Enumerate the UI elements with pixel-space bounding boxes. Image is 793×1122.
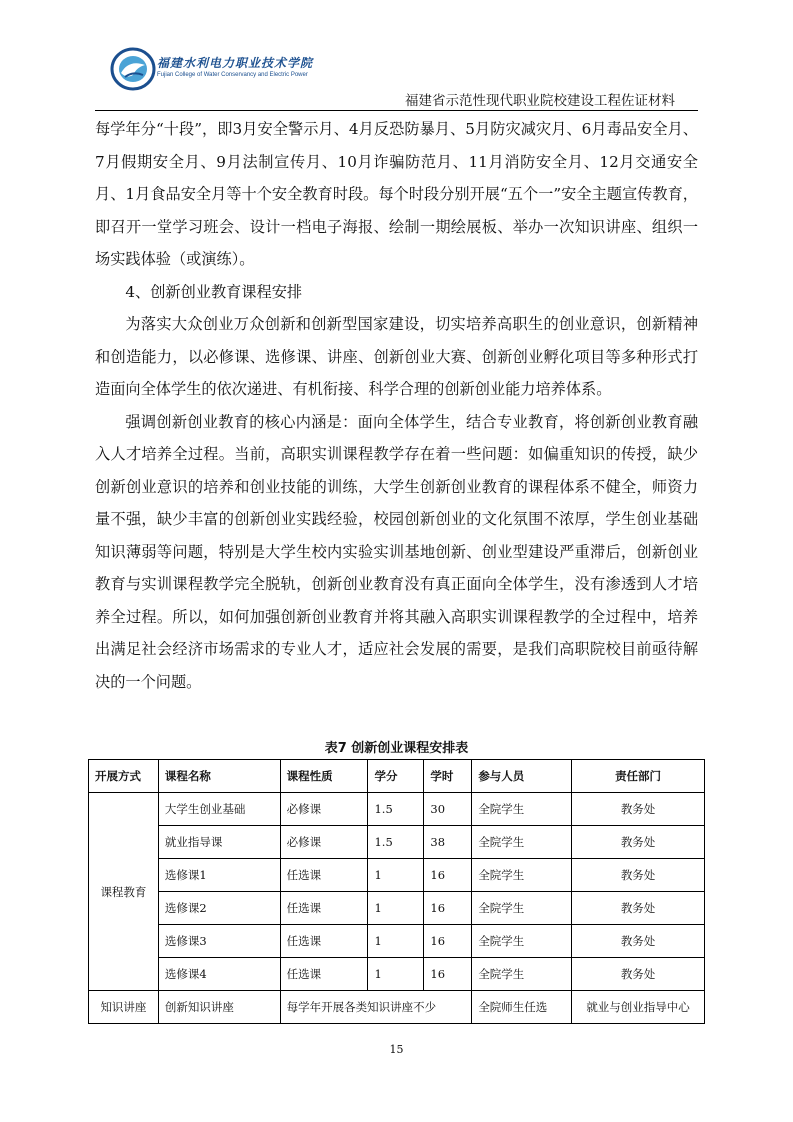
table-cell: 教务处	[572, 925, 705, 958]
header-cell: 课程名称	[158, 760, 280, 793]
group-label-cell: 课程教育	[89, 793, 159, 991]
table-cell: 选修课1	[158, 859, 280, 892]
table-cell: 30	[424, 793, 472, 826]
table-cell: 全院学生	[472, 793, 572, 826]
table-cell: 16	[424, 892, 472, 925]
table-cell: 全院学生	[472, 925, 572, 958]
table-cell: 大学生创业基础	[158, 793, 280, 826]
table-cell: 创新知识讲座	[158, 991, 280, 1024]
table-row	[89, 826, 705, 859]
table-cell: 全院学生	[472, 892, 572, 925]
table-row	[89, 793, 705, 826]
table-row	[89, 925, 705, 958]
table-cell: 全院学生	[472, 826, 572, 859]
table-cell: 全院师生任选	[472, 991, 572, 1024]
logo-subtitle: Fujian College of Water Conservancy and Electric Power	[157, 72, 308, 78]
header-cell: 责任部门	[572, 760, 705, 793]
table-cell: 1.5	[368, 793, 424, 826]
table-cell: 任选课	[280, 958, 368, 991]
table-cell: 1	[368, 892, 424, 925]
page-number: 15	[389, 1043, 404, 1056]
table-cell: 1	[368, 958, 424, 991]
table-row	[89, 958, 705, 991]
table-cell: 全院学生	[472, 859, 572, 892]
paragraph-innovation-system: 为落实大众创业万众创新和创新型国家建设，切实培养高职生的创业意识，创新精神和创造能力，以必修课、选修课、讲座、创新创业大赛、创新创业孵化项目等多种形式打造面向全体学生的依次递进、有机衔接、科学合理的创新创业能力培养体系。	[95, 315, 698, 398]
table-cell: 教务处	[572, 892, 705, 925]
header-divider	[95, 110, 698, 111]
table-title: 表7 创新创业课程安排表	[324, 741, 469, 756]
table-cell: 全院学生	[472, 958, 572, 991]
table-cell: 教务处	[572, 826, 705, 859]
table-cell: 必修课	[280, 793, 368, 826]
table-header-row	[89, 760, 705, 793]
header-cell: 参与人员	[472, 760, 572, 793]
table-cell: 教务处	[572, 859, 705, 892]
header-cell: 学分	[368, 760, 424, 793]
table-row	[89, 991, 705, 1024]
table-cell: 教务处	[572, 793, 705, 826]
paragraph-core-connotation: 强调创新创业教育的核心内涵是：面向全体学生，结合专业教育，将创新创业教育融入人才培养全过程。当前，高职实训课程教学存在着一些问题：如偏重知识的传授，缺少创新创业意识的培养和创业技能的训练，大学生创新创业教育的课程体系不健全，师资力量不强，缺少丰富的创新创业实践经验，校园创新创业的文化氛围不浓厚，学生创业基础知识薄弱等问题，特别是大学生校内实验实训基地创新、创业型建设严重滞后，创新创业教育与实训课程教学完全脱轨，创新创业教育没有真正面向全体学生，没有渗透到人才培养全过程。所以，如何加强创新创业教育并将其融入高职实训课程教学的全过程中，培养出满足社会经济市场需求的专业人才，适应社会发展的需要，是我们高职院校目前亟待解决的一个问题。	[95, 412, 698, 691]
table-row	[89, 859, 705, 892]
table-cell: 1.5	[368, 826, 424, 859]
table-cell: 任选课	[280, 892, 368, 925]
table-cell: 每学年开展各类知识讲座不少	[280, 991, 472, 1024]
body-text	[95, 113, 698, 698]
table-cell: 选修课2	[158, 892, 280, 925]
header-cell: 学时	[424, 760, 472, 793]
table-cell: 任选课	[280, 925, 368, 958]
table-cell: 选修课4	[158, 958, 280, 991]
table-cell: 就业与创业指导中心	[572, 991, 705, 1024]
table-cell: 1	[368, 925, 424, 958]
table-cell: 16	[424, 925, 472, 958]
group-label-cell: 知识讲座	[89, 991, 159, 1024]
table-cell: 16	[424, 859, 472, 892]
table-cell: 38	[424, 826, 472, 859]
table-cell: 教务处	[572, 958, 705, 991]
course-schedule-table	[88, 759, 705, 1024]
table-cell: 必修课	[280, 826, 368, 859]
section-heading: 4、创新创业教育课程安排	[125, 282, 303, 301]
table-cell: 选修课3	[158, 925, 280, 958]
table-row	[89, 892, 705, 925]
header-cell: 开展方式	[89, 760, 159, 793]
table-cell: 任选课	[280, 859, 368, 892]
header-cell: 课程性质	[280, 760, 368, 793]
paragraph-safety-periods: 每学年分“十段”，即3月安全警示月、4月反恐防暴月、5月防灾减灾月、6月毒品安全月、7月假期安全月、9月法制宣传月、10月诈骗防范月、11月消防安全月、12月交通安全月、1月食品安全月等十个安全教育时段。每个时段分别开展“五个一”安全主题宣传教育，即召开一堂学习班会、设计一档电子海报、绘制一期绘展板、举办一次知识讲座、组织一场实践体验（或演练）。	[95, 120, 698, 268]
header-title: 福建省示范性现代职业院校建设工程佐证材料	[405, 93, 675, 109]
table-cell: 16	[424, 958, 472, 991]
table-cell: 1	[368, 859, 424, 892]
table-cell: 就业指导课	[158, 826, 280, 859]
logo-text: 福建水利电力职业技术学院	[157, 56, 314, 70]
